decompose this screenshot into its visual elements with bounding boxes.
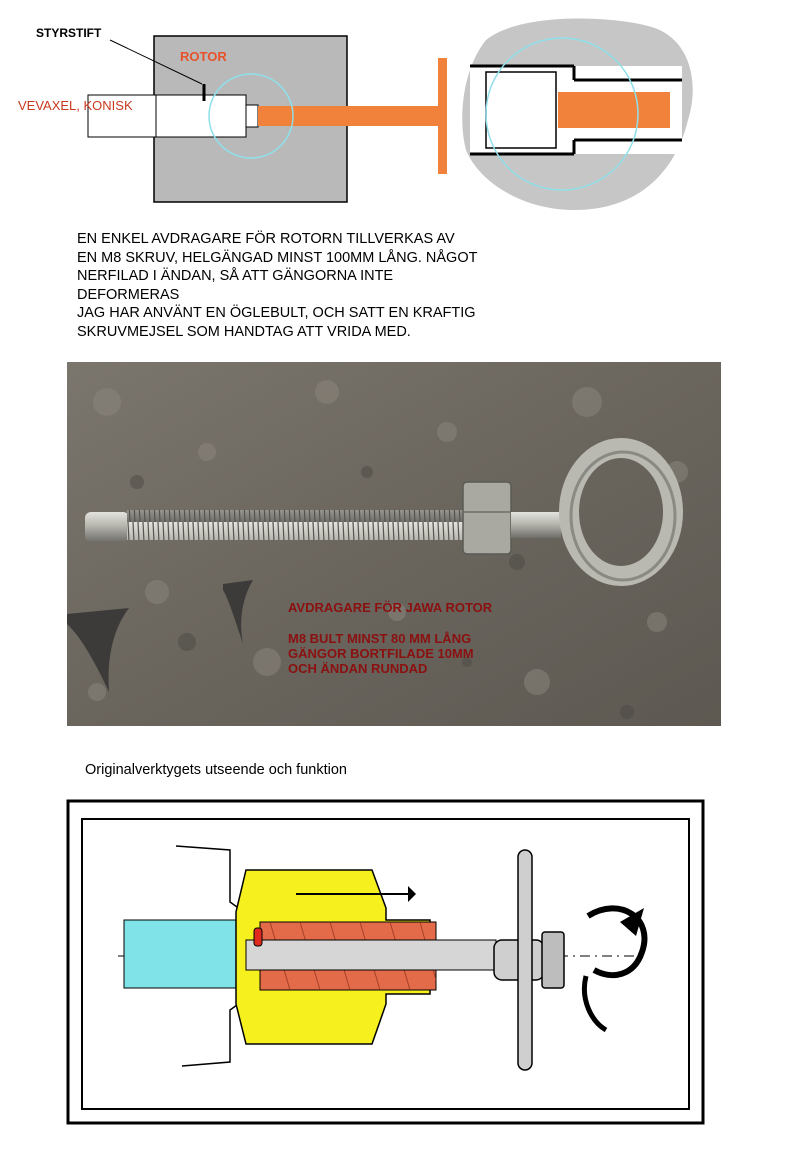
bolt-smooth-end — [85, 512, 129, 542]
crankshaft-conical-end — [156, 95, 246, 137]
guide-pin-marker — [254, 928, 262, 946]
crankshaft — [124, 920, 244, 988]
bolt-threaded-shank — [127, 510, 471, 540]
detail-crankshaft-end — [486, 72, 556, 148]
puller-rod — [258, 106, 440, 126]
caption-spacer — [288, 615, 492, 631]
t-handle-nut — [542, 932, 564, 988]
photo-caption — [288, 600, 492, 676]
puller-bolt — [246, 940, 496, 970]
caption-line-2: GÄNGOR BORTFILADE 10MM — [288, 646, 474, 661]
rotor-crankshaft-diagram — [0, 0, 792, 230]
crankshaft-step — [246, 105, 258, 127]
t-handle-bar — [518, 850, 532, 1070]
label-crankshaft: VEVAXEL, KONISK — [18, 98, 133, 113]
caption-title: AVDRAGARE FÖR JAWA ROTOR — [288, 600, 493, 615]
caption-line-1: M8 BULT MINST 80 MM LÅNG — [288, 631, 472, 646]
original-tool-diagram — [0, 790, 792, 1135]
label-guide-pin: STYRSTIFT — [36, 26, 102, 40]
original-tool-heading: Originalverktygets utseende och funktion — [85, 762, 347, 778]
caption-line-3: OCH ÄNDAN RUNDAD — [288, 661, 428, 676]
bolt-neck — [511, 512, 561, 538]
puller-bar — [438, 58, 447, 174]
label-rotor: ROTOR — [180, 49, 227, 64]
detail-puller-rod — [558, 92, 670, 128]
hex-nut — [463, 482, 511, 554]
instructions-text: EN ENKEL AVDRAGARE FÖR ROTORN TILLVERKAS AV EN M8 SKRUV, HELGÄNGAD MINST 100MM LÅNG. NÅGOT NERFILAD I ÄNDAN, SÅ ATT GÄNGORNA INTE DEFORMERAS JAG HAR ANVÄNT EN ÖGLEBULT, OCH SATT EN KRAFTIG SKRUVMEJSEL SOM HANDTAG ATT VRIDA MED. — [77, 231, 478, 340]
